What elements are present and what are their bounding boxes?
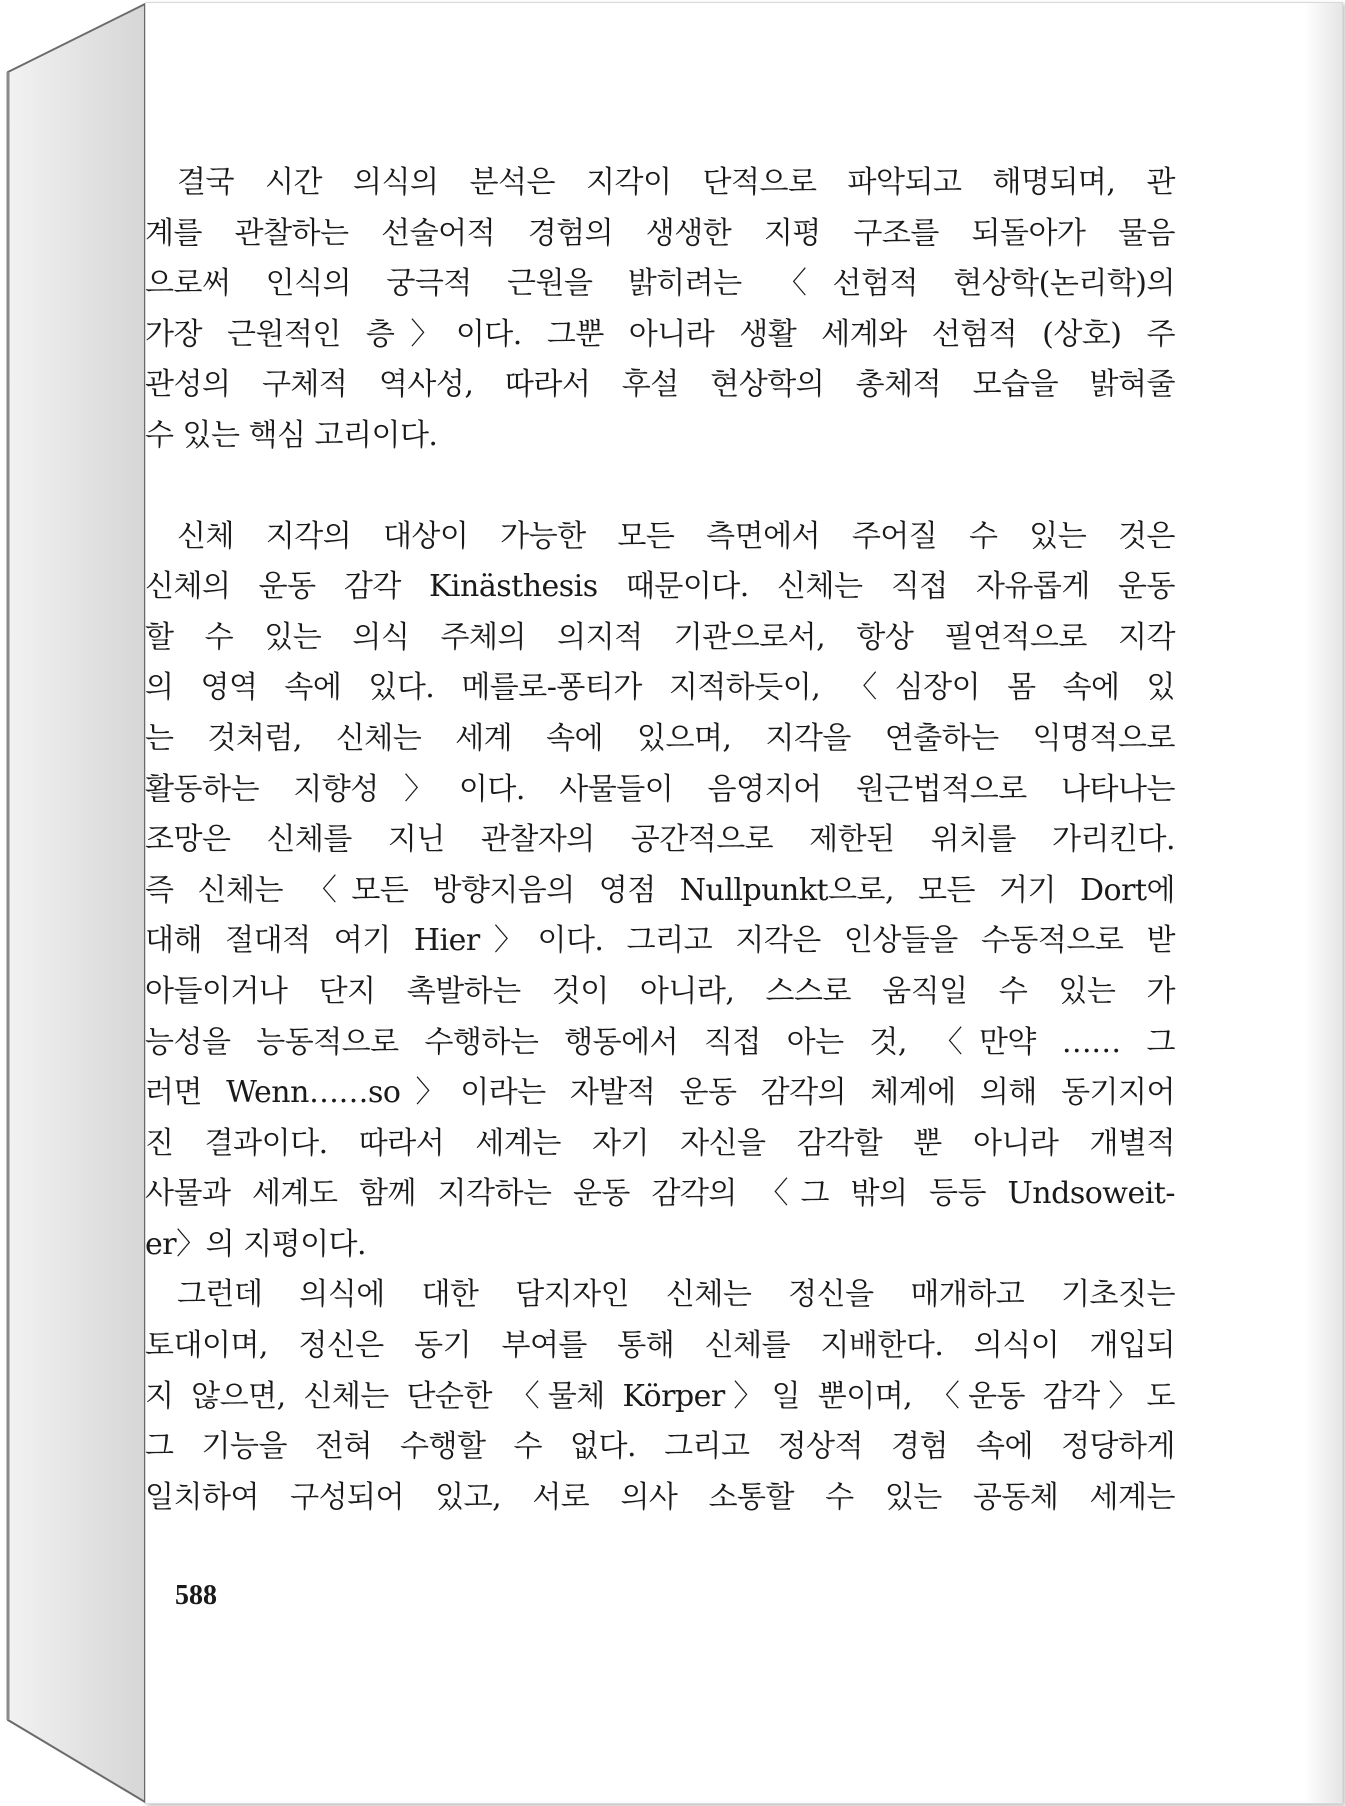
text-line: 계를 관찰하는 선술어적 경험의 생생한 지평 구조를 되돌아가 물음 bbox=[145, 215, 1175, 251]
text-line: 수 있는 핵심 고리이다. bbox=[145, 417, 438, 453]
page-body-text bbox=[145, 158, 1175, 1523]
text-line: 할 수 있는 의식 주체의 의지적 기관으로서, 항상 필연적으로 지각 bbox=[145, 619, 1175, 655]
page-edge-shadow bbox=[1304, 3, 1342, 1803]
text-line: 결국 시간 의식의 분석은 지각이 단적으로 파악되고 해명되며, 관 bbox=[177, 165, 1175, 200]
text-line: 그 기능을 전혀 수행할 수 없다. 그리고 정상적 경험 속에 정당하게 bbox=[145, 1429, 1175, 1465]
paragraph-2 bbox=[145, 512, 1175, 1271]
text-line: 대해 절대적 여기 Hier〉이다. 그리고 지각은 인상들을 수동적으로 받 bbox=[145, 923, 1175, 959]
text-line: 신체 지각의 대상이 가능한 모든 측면에서 주어질 수 있는 것은 bbox=[177, 518, 1175, 554]
page-number: 588 bbox=[175, 1580, 217, 1611]
text-line: 진 결과이다. 따라서 세계는 자기 자신을 감각할 뿐 아니라 개별적 bbox=[145, 1125, 1175, 1161]
text-line: 지 않으면, 신체는 단순한 〈물체 Körper〉일 뿐이며, 〈운동 감각〉도 bbox=[145, 1378, 1175, 1414]
text-line: 신체의 운동 감각 Kinästhesis 때문이다. 신체는 직접 자유롭게 운동 bbox=[145, 569, 1175, 605]
paragraph-1 bbox=[145, 158, 1175, 462]
text-line: 아들이거나 단지 촉발하는 것이 아니라, 스스로 움직일 수 있는 가 bbox=[145, 973, 1175, 1009]
text-line: 의 영역 속에 있다. 메를로-퐁티가 지적하듯이, 〈심장이 몸 속에 있 bbox=[145, 670, 1175, 706]
paragraph-3 bbox=[145, 1270, 1175, 1523]
text-line: 토대이며, 정신은 동기 부여를 통해 신체를 지배한다. 의식이 개입되 bbox=[145, 1328, 1175, 1364]
text-line: 관성의 구체적 역사성, 따라서 후설 현상학의 총체적 모습을 밝혀줄 bbox=[145, 367, 1175, 403]
text-line: 즉 신체는 〈모든 방향지음의 영점 Nullpunkt으로, 모든 거기 Dort에 bbox=[145, 872, 1175, 908]
text-line: 는 것처럼, 신체는 세계 속에 있으며, 지각을 연출하는 익명적으로 bbox=[145, 720, 1175, 756]
text-line: 그런데 의식에 대한 담지자인 신체는 정신을 매개하고 기초짓는 bbox=[177, 1277, 1175, 1313]
text-line: 가장 근원적인 층〉이다. 그뿐 아니라 생활 세계와 선험적 (상호) 주 bbox=[145, 316, 1175, 352]
text-line: 조망은 신체를 지닌 관찰자의 공간적으로 제한된 위치를 가리킨다. bbox=[145, 822, 1175, 858]
text-line: 일치하여 구성되어 있고, 서로 의사 소통할 수 있는 공동체 세계는 bbox=[145, 1479, 1175, 1515]
text-line: 활동하는 지향성〉이다. 사물들이 음영지어 원근법적으로 나타나는 bbox=[145, 771, 1175, 807]
text-line: 러면 Wenn……so〉이라는 자발적 운동 감각의 체계에 의해 동기지어 bbox=[145, 1075, 1175, 1111]
paragraph-gap bbox=[145, 462, 1175, 512]
text-line: er〉의 지평이다. bbox=[145, 1226, 367, 1262]
text-line: 사물과 세계도 함께 지각하는 운동 감각의 〈그 밖의 등등 Undsoweit- bbox=[145, 1176, 1175, 1212]
text-line: 능성을 능동적으로 수행하는 행동에서 직접 아는 것, 〈만약 …… 그 bbox=[145, 1024, 1175, 1060]
text-line: 으로써 인식의 궁극적 근원을 밝히려는 〈선험적 현상학(논리학)의 bbox=[145, 266, 1175, 302]
